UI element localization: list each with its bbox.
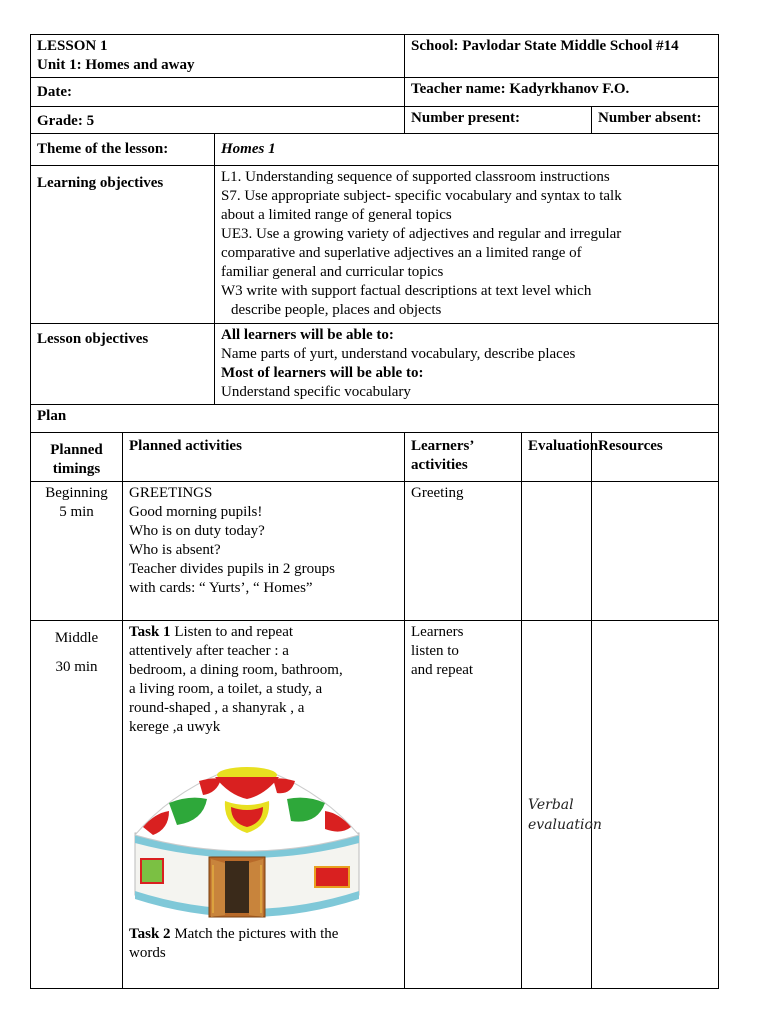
all-learners-heading: All learners will be able to:: [221, 327, 394, 343]
date-label: Date:: [31, 78, 405, 107]
learning-objectives-text: [215, 166, 719, 324]
stage-name: Beginning: [45, 485, 108, 501]
beginning-timing: [31, 482, 123, 621]
header-learners-line: Learners’: [411, 438, 475, 454]
header-evaluation: Evaluation: [522, 433, 592, 482]
lesson-header-cell: [31, 35, 405, 78]
stage-time: 30 min: [55, 659, 98, 675]
theme-label: Theme of the lesson:: [31, 134, 215, 166]
activity-line: Good morning pupils!: [129, 504, 263, 520]
beginning-activities: [123, 482, 405, 621]
school-name: School: Pavlodar State Middle School #14: [405, 35, 719, 78]
unit-title: Unit 1: Homes and away: [37, 57, 195, 73]
task1-line: kerege ,a uwyk: [129, 719, 221, 735]
middle-timing: [31, 621, 123, 989]
stage-name: Middle: [54, 630, 99, 646]
middle-learners: [405, 621, 522, 989]
number-present: Number present:: [405, 107, 592, 134]
task1-line: Listen to and repeat: [170, 624, 294, 640]
header-learners-line: activities: [411, 457, 468, 473]
objective-line: S7. Use appropriate subject- specific vocabulary and syntax to talk: [221, 188, 622, 204]
most-learners-text: Understand specific vocabulary: [221, 384, 411, 400]
task2-line: words: [129, 945, 166, 961]
beginning-resources: [592, 482, 719, 621]
objective-line: describe people, places and objects: [231, 302, 442, 318]
task1-line: a living room, a toilet, a study, a: [129, 681, 323, 697]
plan-label: Plan: [31, 405, 719, 433]
header-timings-line: Planned: [50, 442, 103, 458]
activity-line: Who is absent?: [129, 542, 221, 558]
header-planned-timings: [31, 433, 123, 482]
learning-objectives-label: Learning objectives: [31, 166, 215, 324]
learners-line: and repeat: [411, 662, 474, 678]
objective-line: UE3. Use a growing variety of adjectives and regular and irregular: [221, 226, 622, 242]
beginning-learners: Greeting: [405, 482, 522, 621]
stage-time: 5 min: [59, 504, 94, 520]
middle-resources: [592, 621, 719, 989]
activity-line: Who is on duty today?: [129, 523, 265, 539]
evaluation-line: evaluation: [528, 817, 602, 833]
task1-line: round-shaped , a shanyrak , a: [129, 700, 305, 716]
lesson-plan: [30, 34, 718, 989]
header-timings-line: timings: [52, 461, 101, 477]
header-resources: Resources: [592, 433, 719, 482]
objective-line: about a limited range of general topics: [221, 207, 452, 223]
task1-line: bedroom, a dining room, bathroom,: [129, 662, 343, 678]
yurt-image: [129, 755, 398, 925]
yurt-illustration: [129, 755, 365, 923]
lesson-objectives-label: Lesson objectives: [31, 324, 215, 405]
objective-line: L1. Understanding sequence of supported classroom instructions: [221, 169, 610, 185]
beginning-evaluation: [522, 482, 592, 621]
task1-line: attentively after teacher : a: [129, 643, 289, 659]
task2-line: Match the pictures with the: [170, 926, 339, 942]
teacher-name: Teacher name: Kadyrkhanov F.O.: [405, 78, 719, 107]
lesson-objectives-text: [215, 324, 719, 405]
activity-line: GREETINGS: [129, 485, 213, 501]
header-planned-activities: Planned activities: [123, 433, 405, 482]
objective-line: familiar general and curricular topics: [221, 264, 444, 280]
middle-activities: [123, 621, 405, 989]
task1-title: Task 1: [129, 624, 171, 640]
objective-line: W3 write with support factual descriptions at text level which: [221, 283, 592, 299]
objective-line: comparative and superlative adjectives an a limited range of: [221, 245, 582, 261]
lesson-number: LESSON 1: [37, 38, 108, 54]
middle-evaluation: [522, 621, 602, 989]
theme-value: Homes 1: [215, 134, 719, 166]
activity-line: Teacher divides pupils in 2 groups: [129, 561, 335, 577]
activity-line: with cards: “ Yurts’, “ Homes”: [129, 580, 313, 596]
grade: Grade: 5: [31, 107, 405, 134]
all-learners-text: Name parts of yurt, understand vocabulary, describe places: [221, 346, 576, 362]
number-absent: Number absent:: [592, 107, 719, 134]
evaluation-line: Verbal: [528, 797, 574, 813]
lesson-plan-table: [30, 34, 719, 989]
learners-line: Learners: [411, 624, 464, 640]
header-learners-activities: [405, 433, 522, 482]
most-learners-heading: Most of learners will be able to:: [221, 365, 424, 381]
task2-title: Task 2: [129, 926, 171, 942]
learners-line: listen to: [411, 643, 459, 659]
